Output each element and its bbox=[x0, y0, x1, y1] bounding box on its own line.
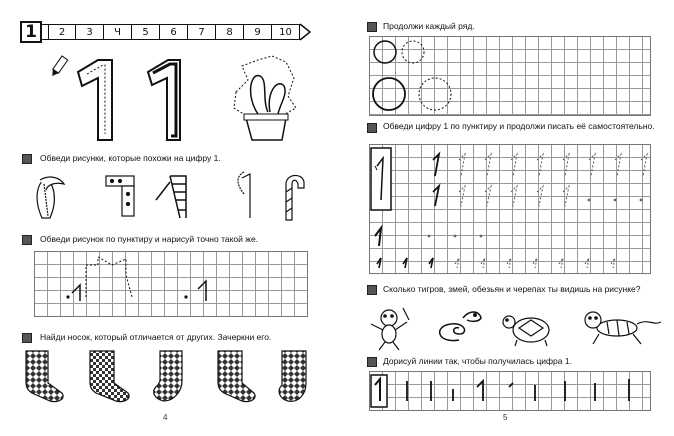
number-cell: 5 bbox=[132, 24, 160, 40]
snake-picture bbox=[440, 312, 481, 341]
sock-2 bbox=[90, 351, 129, 402]
task-draw-lines: Дорисуй линии так, чтобы получилась цифра 1. bbox=[383, 356, 572, 366]
task-marker bbox=[367, 123, 377, 133]
digit-one-lines bbox=[369, 371, 651, 411]
sock-5 bbox=[279, 351, 306, 401]
number-cell: 10 bbox=[272, 24, 300, 40]
task-marker bbox=[22, 333, 32, 343]
tiger-picture bbox=[585, 312, 661, 344]
task-trace-and-copy: Обведи рисунок по пунктиру и нарисуй точно такой же. bbox=[40, 234, 259, 244]
task-marker bbox=[367, 22, 377, 32]
dotted-shape-pattern bbox=[34, 251, 308, 317]
task-find-sock: Найди носок, который отличается от других. Зачеркни его. bbox=[40, 332, 272, 342]
cactus-pot-picture bbox=[228, 52, 303, 147]
corn-picture bbox=[37, 177, 64, 218]
number-cell: Ч bbox=[104, 24, 132, 40]
sock-1 bbox=[26, 351, 63, 402]
ladder-picture bbox=[156, 176, 186, 218]
number-cell: 8 bbox=[216, 24, 244, 40]
turtle-picture bbox=[503, 316, 549, 346]
bold-digit-one bbox=[140, 52, 190, 147]
task-trace-digit-one: Обведи цифру 1 по пунктиру и продолжи писать её самостоятельно. bbox=[383, 121, 655, 131]
sock-4 bbox=[218, 351, 255, 402]
task-marker bbox=[367, 285, 377, 295]
page-number: 5 bbox=[503, 413, 508, 422]
right-page bbox=[337, 0, 674, 436]
number-cell: 6 bbox=[160, 24, 188, 40]
number-cell: 3 bbox=[76, 24, 104, 40]
animals-picture bbox=[367, 304, 667, 352]
number-cell: 9 bbox=[244, 24, 272, 40]
candy-cane-picture bbox=[286, 175, 304, 220]
circles-pattern bbox=[369, 36, 651, 116]
number-line-arrow-icon bbox=[300, 21, 312, 43]
digit-one-traces bbox=[369, 144, 651, 274]
task-marker bbox=[367, 357, 377, 367]
number-cell: 7 bbox=[188, 24, 216, 40]
task-marker bbox=[22, 154, 32, 164]
task-continue-row: Продолжи каждый ряд. bbox=[383, 21, 475, 31]
sock-3 bbox=[154, 351, 182, 401]
number-line-first: 1 bbox=[20, 21, 42, 43]
outline-digit-one bbox=[60, 52, 130, 147]
number-cell: 2 bbox=[48, 24, 76, 40]
task-marker bbox=[22, 235, 32, 245]
domino-seven-picture bbox=[106, 176, 134, 216]
pictures-like-one bbox=[30, 170, 330, 225]
task-trace-like-one: Обведи рисунки, которые похожи на цифру 1. bbox=[40, 153, 221, 163]
monkey-picture bbox=[371, 308, 409, 350]
task-count-animals: Сколько тигров, змей, обезьян и черепах ты видишь на рисунке? bbox=[383, 284, 641, 294]
page-number: 4 bbox=[163, 413, 168, 422]
number-line bbox=[20, 20, 312, 44]
socks-row bbox=[18, 347, 318, 407]
needle-picture bbox=[238, 172, 250, 218]
